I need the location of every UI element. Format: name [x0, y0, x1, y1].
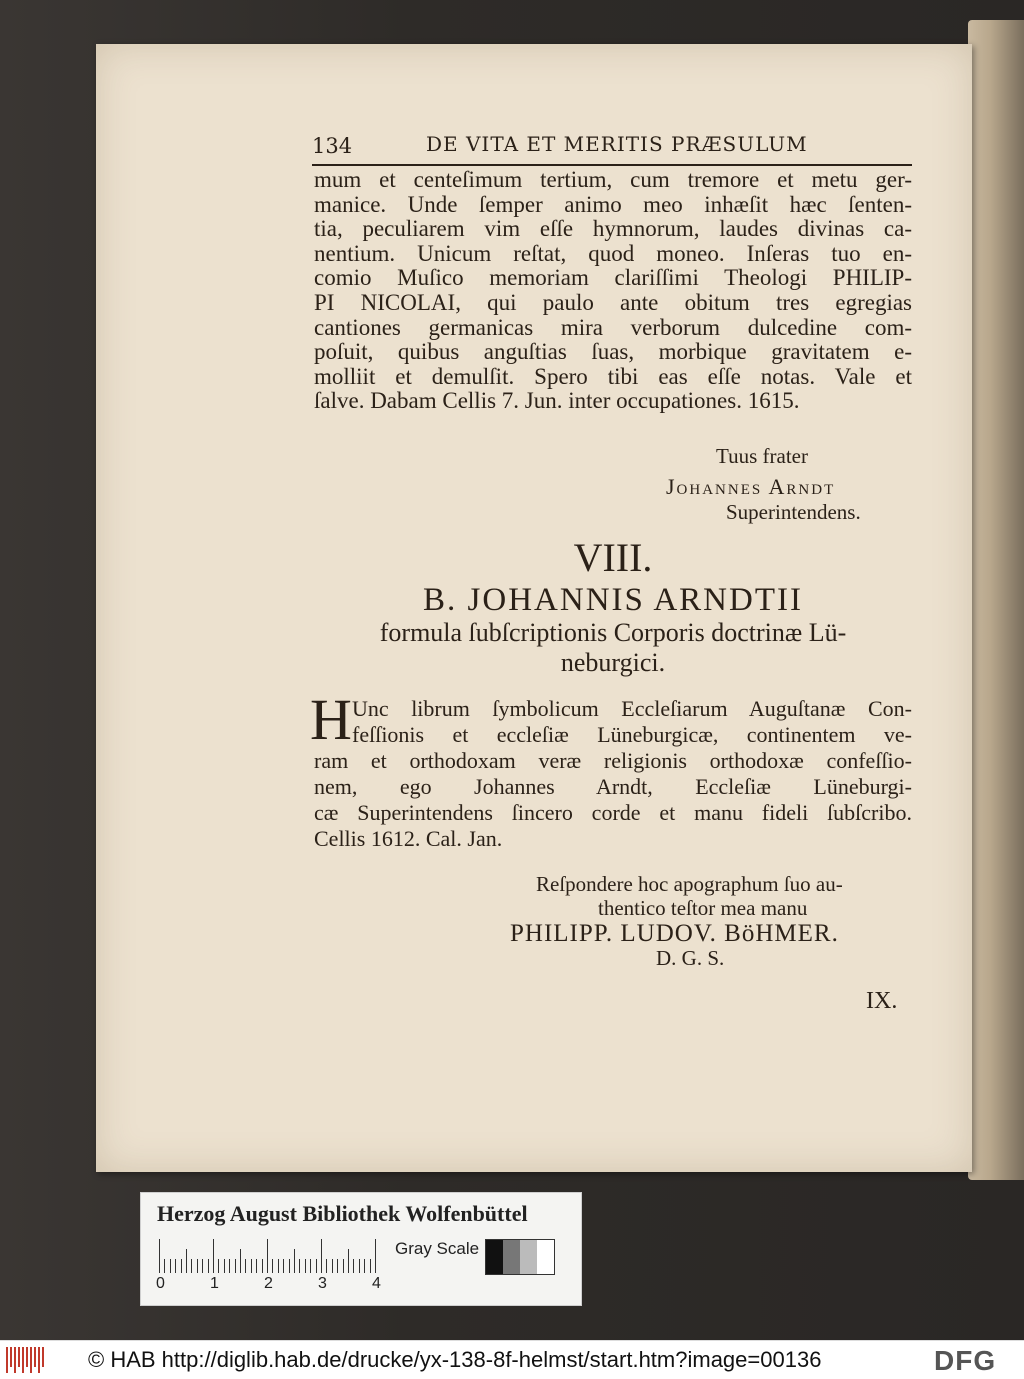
- ruler-tick: [175, 1259, 176, 1273]
- ruler-tick: [235, 1259, 236, 1273]
- running-title: DE VITA ET MERITIS PRÆSULUM: [426, 132, 808, 156]
- attestation-line: Reſpondere hoc apographum ſuo au-: [536, 872, 843, 896]
- page-number: 134: [312, 134, 353, 158]
- ruler-tick: [353, 1259, 354, 1273]
- ruler-tick: [326, 1259, 327, 1273]
- text-line: poſuit, quibus anguſtias ſuas, morbique gravitatem e-: [314, 339, 912, 365]
- ruler-tick: [186, 1249, 187, 1273]
- text-line: molliit et demulſit. Spero tibi eas eſſe notas. Vale et: [314, 363, 912, 389]
- book-edge: [968, 20, 1024, 1180]
- ruler-tick: [321, 1239, 322, 1273]
- signature-title: Superintendens.: [726, 500, 861, 524]
- ruler-tick: [256, 1259, 257, 1273]
- barcode-bar: [18, 1347, 20, 1367]
- attestation: [510, 872, 916, 970]
- ruler-tick: [181, 1259, 182, 1273]
- section-subtitle: [314, 618, 912, 678]
- gray-scale-label: Gray Scale: [395, 1239, 480, 1258]
- text-line: Unc librum ſymbolicum Eccleſiarum Auguſtanæ Con-: [352, 696, 912, 721]
- ruler-tick: [337, 1259, 338, 1273]
- subtitle-line: formula ſubſcriptionis Corporis doctrinæ Lü-: [379, 618, 847, 647]
- barcode-bar: [34, 1347, 36, 1367]
- copyright-url[interactable]: © HAB http://diglib.hab.de/drucke/yx-138-8f-helmst/start.htm?image=00136: [88, 1347, 822, 1372]
- text-line: PI NICOLAI, qui paulo ante obitum tres egregias: [314, 289, 912, 315]
- subtitle-line: neburgici.: [560, 648, 666, 677]
- library-name: Herzog August Bibliothek Wolfenbüttel: [157, 1201, 528, 1226]
- ruler-tick: [197, 1259, 198, 1273]
- ruler-tick: [191, 1259, 192, 1273]
- ruler-tick: [348, 1249, 349, 1273]
- ruler-label: 4: [372, 1275, 381, 1292]
- ruler-tick: [364, 1259, 365, 1273]
- gray-swatch: [520, 1240, 537, 1274]
- ruler-tick: [370, 1259, 371, 1273]
- barcode-bar: [14, 1347, 16, 1373]
- ruler-tick: [375, 1239, 376, 1273]
- ruler-tick: [229, 1259, 230, 1273]
- ruler-tick: [218, 1259, 219, 1273]
- attestation-name: PHILIPP. LUDOV. BöHMER.: [510, 920, 839, 947]
- text-line: ram et orthodoxam veræ religionis orthodoxæ confeſſio-: [314, 748, 912, 773]
- text-line: tia, peculiarem vim eſſe hymnorum, laudes divinas ca-: [314, 216, 912, 242]
- text-line: nem, ego Johannes Arndt, Eccleſiæ Lüneburgi-: [314, 774, 912, 799]
- ruler-tick: [278, 1259, 279, 1273]
- barcode-bar: [42, 1347, 44, 1367]
- ruler-tick: [359, 1259, 360, 1273]
- catchword: IX.: [866, 988, 898, 1014]
- ruler-tick: [310, 1259, 311, 1273]
- ruler-tick: [240, 1249, 241, 1273]
- ruler-tick: [272, 1259, 273, 1273]
- page-header: [312, 132, 912, 166]
- ruler-tick: [262, 1259, 263, 1273]
- ruler-tick: [289, 1259, 290, 1273]
- gray-swatch: [537, 1240, 554, 1274]
- barcode-bar: [22, 1347, 24, 1373]
- section-number: VIII.: [573, 535, 653, 580]
- ruler-tick: [170, 1259, 171, 1273]
- letter-body: [314, 168, 912, 414]
- ruler-tick: [245, 1259, 246, 1273]
- drop-capital: H: [310, 687, 352, 752]
- text-line: manice. Unde ſemper animo meo inhæſit hæc ſenten-: [314, 191, 912, 217]
- ruler-label: 3: [318, 1275, 327, 1292]
- ruler-tick: [305, 1259, 306, 1273]
- subscription-paragraph: [314, 696, 912, 852]
- barcode-bar: [6, 1347, 8, 1373]
- ruler-tick: [294, 1249, 295, 1273]
- barcode-bar: [38, 1347, 40, 1373]
- gray-swatch: [503, 1240, 520, 1274]
- text-line: ſalve. Dabam Cellis 7. Jun. inter occupationes. 1615.: [314, 388, 800, 414]
- text-line: cantiones germanicas mira verborum dulcedine com-: [314, 314, 912, 340]
- barcode-bar: [10, 1347, 12, 1367]
- ruler-tick: [251, 1259, 252, 1273]
- ruler-tick: [208, 1259, 209, 1273]
- gray-swatch: [486, 1240, 503, 1274]
- barcode-bar: [26, 1347, 28, 1367]
- signature-closing: Tuus frater: [716, 444, 808, 468]
- text-line: cæ Superintendens ſincero corde et manu fideli ſubſcribo.: [314, 800, 912, 825]
- text-line: Cellis 1612. Cal. Jan.: [314, 826, 503, 851]
- ruler-tick: [213, 1239, 214, 1273]
- ruler-tick: [159, 1239, 160, 1273]
- ruler-tick: [267, 1239, 268, 1273]
- attestation-initials: D. G. S.: [656, 946, 725, 970]
- book-page: [96, 44, 972, 1172]
- signature-name: Johannes Arndt: [666, 474, 836, 499]
- ruler-label: 0: [156, 1275, 165, 1292]
- gray-scale-swatches: [485, 1239, 555, 1275]
- dfg-logo: DFG: [934, 1345, 997, 1376]
- text-line: comio Muſico memoriam clariſſimi Theologi PHILIP-: [314, 265, 912, 291]
- barcode-bar: [30, 1347, 32, 1373]
- barcode-icon: [6, 1347, 46, 1373]
- ruler-tick: [164, 1259, 165, 1273]
- section-heading: B. JOHANNIS ARNDTII: [423, 582, 803, 618]
- ruler-label: 2: [264, 1275, 273, 1292]
- ruler-tick: [202, 1259, 203, 1273]
- ruler-tick: [343, 1259, 344, 1273]
- text-line: feſſionis et eccleſiæ Lüneburgicæ, continentem ve-: [352, 722, 912, 747]
- ruler-tick: [283, 1259, 284, 1273]
- color-calibration-card: [140, 1192, 582, 1306]
- ruler: [159, 1239, 385, 1273]
- ruler-tick: [224, 1259, 225, 1273]
- footer-bar: [0, 1340, 1024, 1379]
- ruler-tick: [332, 1259, 333, 1273]
- text-line: mum et centeſimum tertium, cum tremore et metu ger-: [314, 167, 912, 192]
- ruler-label: 1: [210, 1275, 219, 1292]
- ruler-tick: [316, 1259, 317, 1273]
- text-line: nentium. Unicum reſtat, quod moneo. Inſeras tuo en-: [314, 240, 912, 266]
- ruler-tick: [299, 1259, 300, 1273]
- attestation-line: thentico teſtor mea manu: [598, 896, 808, 920]
